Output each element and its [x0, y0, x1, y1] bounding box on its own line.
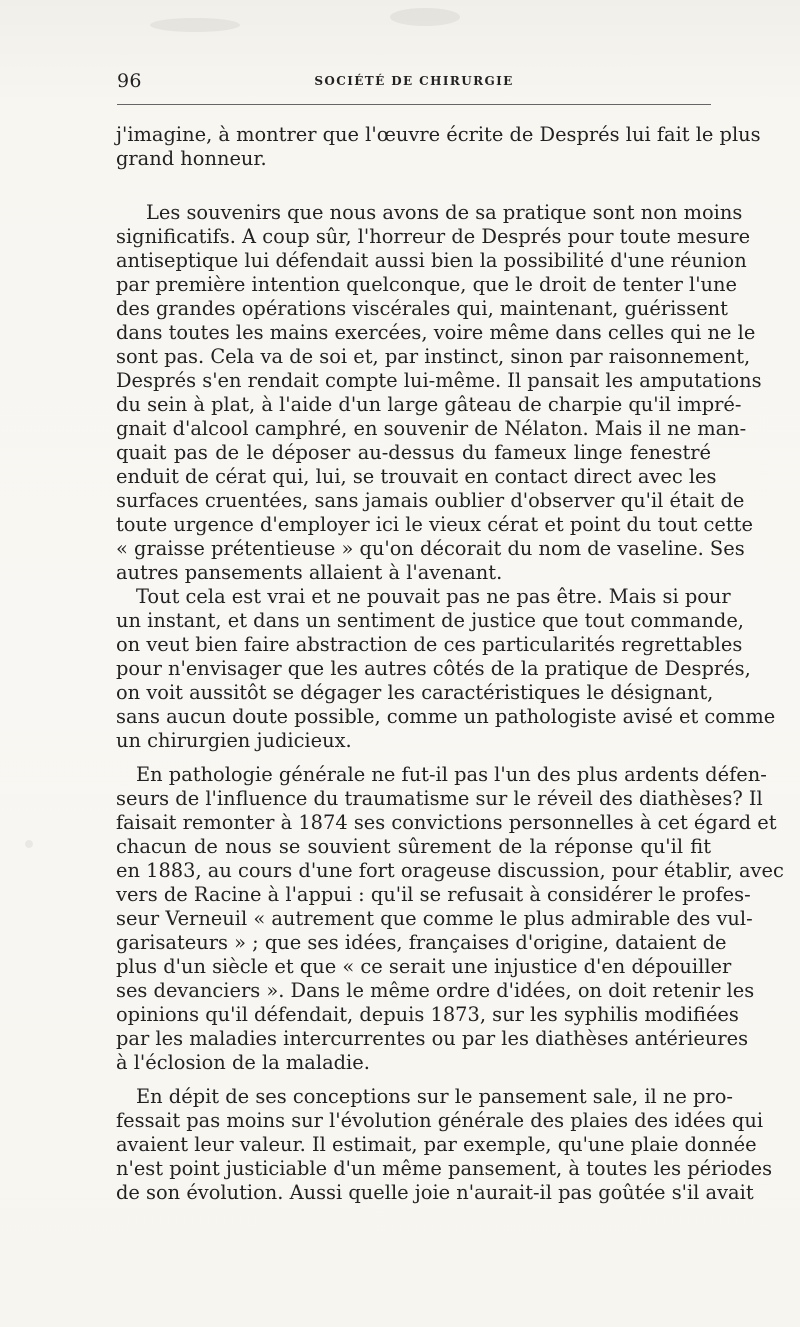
- paper-smudge: [150, 18, 240, 32]
- text-line: En dépit de ses conceptions sur le pansement sale, il ne pro-: [136, 1085, 733, 1108]
- text-line: par première intention quelconque, que le droit de tenter l'une: [116, 273, 737, 296]
- text-line: en 1883, au cours d'une fort orageuse discussion, pour établir, avec: [116, 859, 784, 882]
- page-number: 96: [117, 70, 142, 92]
- text-line: sans aucun doute possible, comme un pathologiste avisé et comme: [116, 705, 776, 728]
- text-line: opinions qu'il défendait, depuis 1873, sur les syphilis modifiées: [116, 1003, 739, 1026]
- text-line: n'est point justiciable d'un même pansement, à toutes les périodes: [116, 1157, 773, 1180]
- paper-smudge: [390, 8, 460, 26]
- text-line: En pathologie générale ne fut-il pas l'un des plus ardents défen-: [136, 763, 767, 786]
- text-line: enduit de cérat qui, lui, se trouvait en contact direct avec les: [116, 465, 717, 488]
- text-line: significatifs. A coup sûr, l'horreur de Després pour toute mesure: [116, 225, 751, 248]
- text-line: gnait d'alcool camphré, en souvenir de Nélaton. Mais il ne man-: [116, 417, 747, 440]
- text-line: vers de Racine à l'appui : qu'il se refusait à considérer le profes-: [116, 883, 751, 906]
- text-line: grand honneur.: [116, 147, 267, 170]
- text-line: faisait remonter à 1874 ses convictions personnelles à cet égard et: [116, 811, 777, 834]
- text-line: du sein à plat, à l'aide d'un large gâteau de charpie qu'il impré-: [116, 393, 742, 416]
- text-line: ses devanciers ». Dans le même ordre d'idées, on doit retenir les: [116, 979, 755, 1002]
- text-line: on voit aussitôt se dégager les caractéristiques le désignant,: [116, 681, 714, 704]
- text-line: quait pas de le déposer au-dessus du fameux linge fenestré: [116, 441, 711, 464]
- text-line: Tout cela est vrai et ne pouvait pas ne pas être. Mais si pour: [136, 585, 731, 608]
- text-line: autres pansements allaient à l'avenant.: [116, 561, 503, 584]
- text-line: garisateurs » ; que ses idées, françaises d'origine, dataient de: [116, 931, 727, 954]
- text-line: seurs de l'influence du traumatisme sur le réveil des diathèses? Il: [116, 787, 763, 810]
- page-header: [117, 70, 711, 98]
- header-rule: [117, 104, 711, 105]
- text-line: surfaces cruentées, sans jamais oublier d'observer qu'il était de: [116, 489, 745, 512]
- text-line: « graisse prétentieuse » qu'on décorait du nom de vaseline. Ses: [116, 537, 745, 560]
- text-line: un instant, et dans un sentiment de justice que tout commande,: [116, 609, 744, 632]
- text-line: pour n'envisager que les autres côtés de la pratique de Després,: [116, 657, 751, 680]
- text-line: à l'éclosion de la maladie.: [116, 1051, 370, 1074]
- running-title: SOCIÉTÉ DE CHIRURGIE: [314, 74, 514, 88]
- text-line: toute urgence d'employer ici le vieux cérat et point du tout cette: [116, 513, 753, 536]
- text-line: de son évolution. Aussi quelle joie n'aurait-il pas goûtée s'il avait: [116, 1181, 754, 1204]
- text-line: on veut bien faire abstraction de ces particularités regrettables: [116, 633, 743, 656]
- paper-smudge: [25, 840, 33, 848]
- text-line: Les souvenirs que nous avons de sa pratique sont non moins: [146, 201, 743, 224]
- text-line: seur Verneuil « autrement que comme le plus admirable des vul-: [116, 907, 753, 930]
- text-line: j'imagine, à montrer que l'œuvre écrite de Després lui fait le plus: [116, 123, 761, 146]
- text-line: avaient leur valeur. Il estimait, par exemple, qu'une plaie donnée: [116, 1133, 757, 1156]
- text-line: dans toutes les mains exercées, voire même dans celles qui ne le: [116, 321, 756, 344]
- text-line: par les maladies intercurrentes ou par les diathèses antérieures: [116, 1027, 749, 1050]
- text-line: antiseptique lui défendait aussi bien la possibilité d'une réunion: [116, 249, 747, 272]
- text-line: des grandes opérations viscérales qui, maintenant, guérissent: [116, 297, 728, 320]
- text-line: plus d'un siècle et que « ce serait une injustice d'en dépouiller: [116, 955, 732, 978]
- text-line: un chirurgien judicieux.: [116, 729, 352, 752]
- text-line: fessait pas moins sur l'évolution générale des plaies des idées qui: [116, 1109, 764, 1132]
- text-line: chacun de nous se souvient sûrement de la réponse qu'il fit: [116, 835, 711, 858]
- text-line: sont pas. Cela va de soi et, par instinct, sinon par raisonnement,: [116, 345, 751, 368]
- text-line: Després s'en rendait compte lui-même. Il pansait les amputations: [116, 369, 762, 392]
